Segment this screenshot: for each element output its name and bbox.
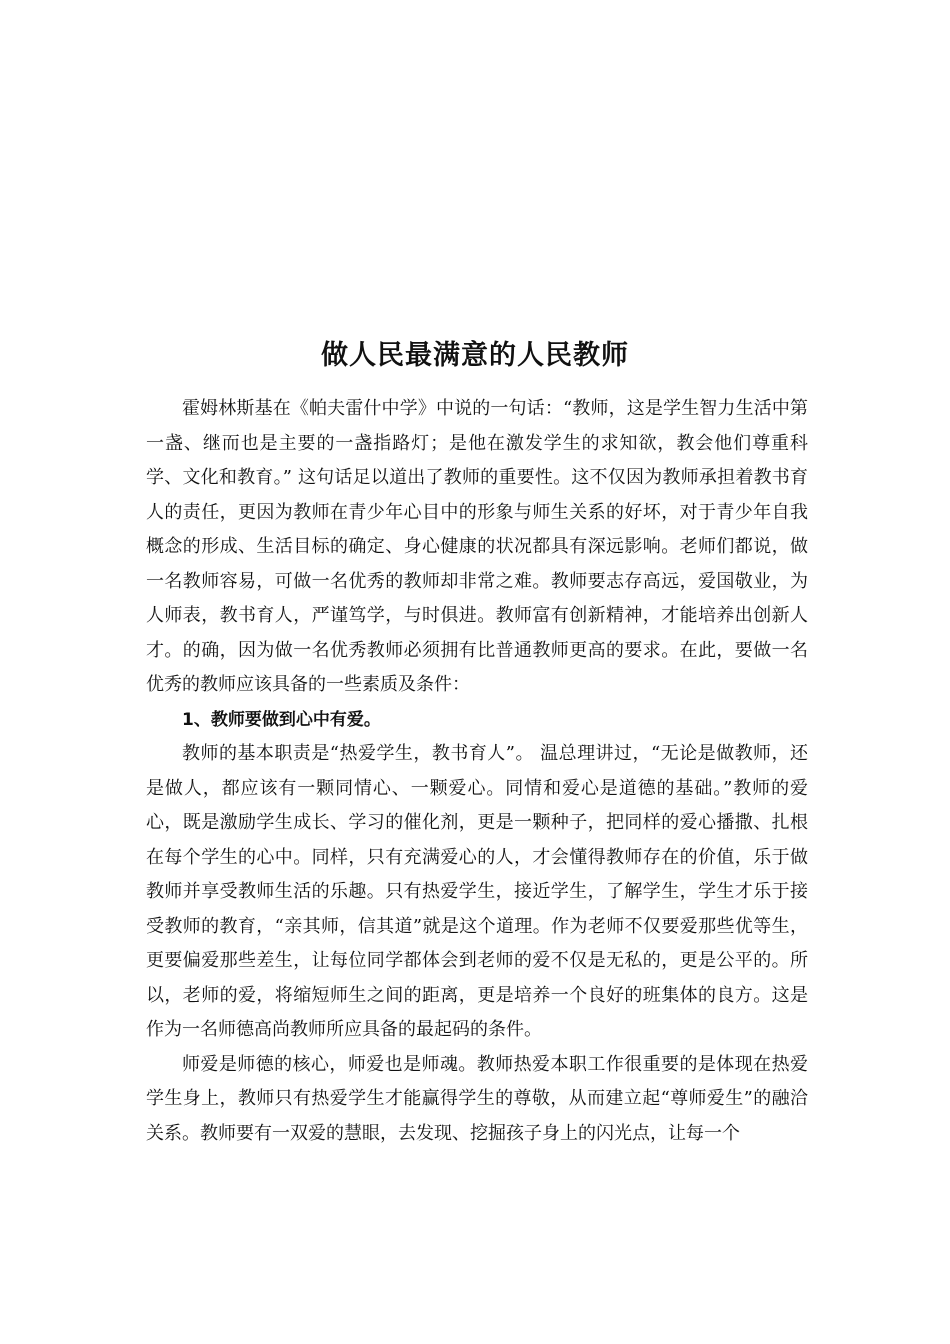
paragraph-line: 第一盏、继而也是主要的一盏指路灯；是他在激发学生的求知欲，教会他们尊重 bbox=[146, 398, 808, 454]
document-title: 做人民最满意的人民教师 bbox=[321, 340, 629, 371]
paragraph-love bbox=[146, 737, 808, 1048]
paragraph-intro bbox=[146, 392, 808, 703]
paragraph-line: 教师的基本职责是“热爱学生，教书育人”。 温总理讲过，“无论是做教师， bbox=[182, 743, 790, 764]
paragraph-line: 要做一名优秀的教师应该具备的一些素质及条件： bbox=[146, 639, 808, 695]
document-body bbox=[146, 392, 808, 1151]
section-heading: 1、教师要做到心中有爱。 bbox=[182, 709, 381, 730]
paragraph-line: 少年自我概念的形成、生活目标的确定、身心健康的状况都具有深远影响。老师 bbox=[146, 501, 808, 557]
paragraph-teacher-soul bbox=[146, 1048, 808, 1152]
paragraph-line: 方。这是作为一名师德高尚教师所应具备的最起码的条件。 bbox=[146, 984, 808, 1040]
paragraph-line: 平的。所以，老师的爱，将缩短师生之间的距离，更是培养一个良好的班集体的良 bbox=[146, 950, 808, 1006]
paragraph-line: 爱心，既是激励学生成长、学习的催化剂，更是一颗种子，把同样的爱心播撒、扎 bbox=[146, 777, 808, 833]
paragraph-line: 的融洽关系。教师要有一双爱的慧眼，去发现、挖掘孩子身上的闪光点，让每一个 bbox=[146, 1088, 809, 1144]
paragraph-line: 出创新人才。的确，因为做一名优秀教师必须拥有比普通教师更高的要求。在此， bbox=[146, 605, 808, 661]
paragraph-line: 根在每个学生的心中。同样，只有充满爱心的人，才会懂得教师存在的价值，乐于 bbox=[146, 812, 808, 868]
paragraph-line: 做教师并享受教师生活的乐趣。只有热爱学生，接近学生，了解学生，学生才乐于 bbox=[146, 846, 808, 902]
paragraph-line: 们都说，做一名教师容易，可做一名优秀的教师却非常之难。教师要志存高远，爱 bbox=[146, 536, 809, 592]
paragraph-line: 等生，更要偏爱那些差生，让每位同学都体会到老师的爱不仅是无私的，更是公 bbox=[146, 915, 809, 971]
paragraph-line: 爱学生身上，教师只有热爱学生才能赢得学生的尊敬，从而建立起“尊师爱生” bbox=[146, 1053, 808, 1109]
paragraph-line: 科学、文化和教育。” 这句话足以道出了教师的重要性。这不仅因为教师承担着 bbox=[146, 432, 808, 488]
paragraph-line: 教书育人的责任，更因为教师在青少年心目中的形象与师生关系的好坏，对于青 bbox=[146, 467, 809, 523]
paragraph-line: 接受教师的教育，“亲其师，信其道”就是这个道理。作为老师不仅要爱那些优 bbox=[146, 881, 808, 937]
paragraph-line: 国敬业，为人师表，教书育人，严谨笃学，与时俱进。教师富有创新精神，才能培养 bbox=[146, 570, 809, 626]
paragraph-line: 师爱是师德的核心，师爱也是师魂。教师热爱本职工作很重要的是体现在热 bbox=[182, 1053, 790, 1075]
paragraph-line: 还是做人，都应该有一颗同情心、一颗爱心。同情和爱心是道德的基础。”教师的 bbox=[146, 743, 808, 799]
paragraph-line: 霍姆林斯基在《帕夫雷什中学》中说的一句话：“教师，这是学生智力生活中 bbox=[182, 398, 790, 419]
